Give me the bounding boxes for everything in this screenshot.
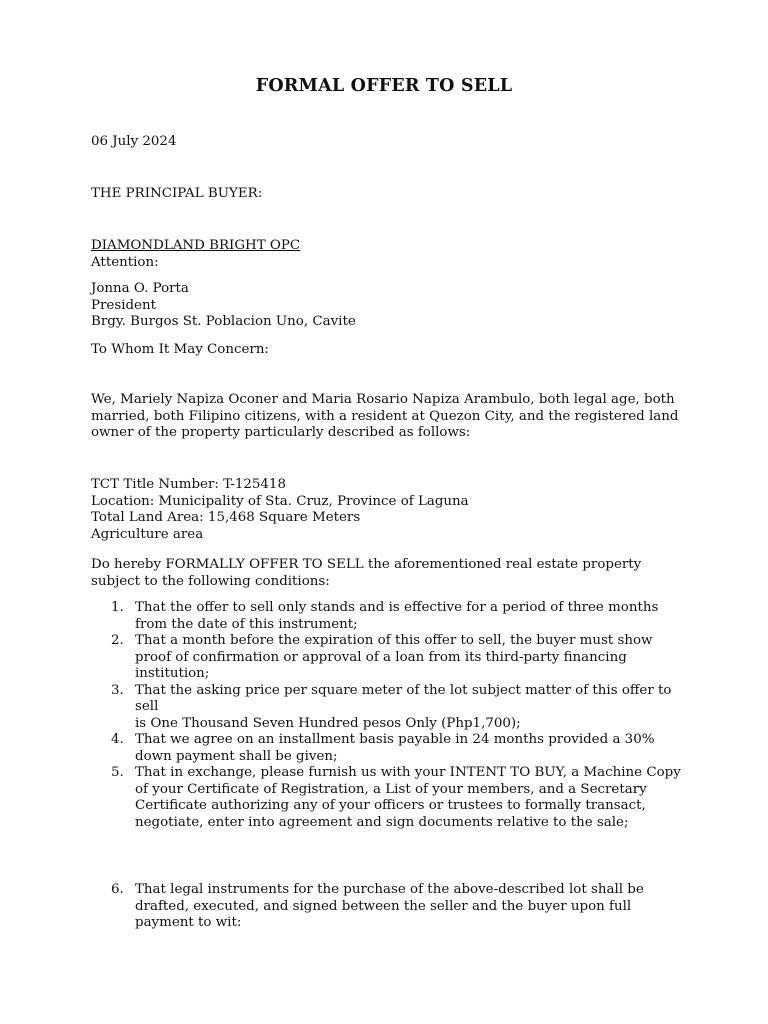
condition-number: 4. [111,732,124,747]
condition-item [91,600,691,633]
attention-label: Attention: [91,254,159,270]
recipient-block [91,238,691,271]
document-title: FORMAL OFFER TO SELL [255,76,513,96]
condition-line: That we agree on an installment basis payable in 24 months provided a 30% [135,732,655,747]
addressee-heading: THE PRINCIPAL BUYER: [91,186,263,201]
condition-item [91,633,691,683]
condition-line: That in exchange, please furnish us with your INTENT TO BUY, a Machine Copy [135,765,681,780]
condition-line: drafted, executed, and signed between the seller and the buyer upon full [135,898,632,914]
condition-item [91,732,691,765]
tct-number: TCT Title Number: T-125418 [91,477,286,492]
condition-line: That the asking price per square meter of the lot subject matter of this offer to sell [135,682,672,714]
condition-line: That a month before the expiration of this offer to sell, the buyer must show [135,633,653,648]
condition-line: Certificate authorizing any of your officers or trustees to formally transact, [135,798,646,813]
condition-item [91,683,691,733]
company-name: DIAMONDLAND BRIGHT OPC [91,238,301,253]
offer-line: subject to the following conditions: [91,573,330,589]
offer-paragraph [91,557,691,590]
condition-line: That the offer to sell only stands and is effective for a period of three months [135,600,659,615]
condition-line: institution; [135,666,210,681]
land-type: Agriculture area [91,526,204,542]
offer-line: Do hereby FORMALLY OFFER TO SELL the aforementioned real estate property [91,557,642,572]
intro-paragraph [91,392,691,442]
condition-line: proof of confirmation or approval of a loan from its third-party financing [135,649,627,665]
condition-number: 6. [111,882,124,897]
intro-line: We, Mariely Napiza Oconer and Maria Rosario Napiza Arambulo, both legal age, both [91,392,675,407]
condition-line: That legal instruments for the purchase of the above-described lot shall be [135,882,644,897]
land-area: Total Land Area: 15,468 Square Meters [91,510,361,525]
condition-number: 2. [111,633,124,648]
condition-line: from the date of this instrument; [135,616,358,632]
letter-date: 06 July 2024 [91,134,177,149]
conditions-list-continued [91,882,691,932]
condition-line: negotiate, enter into agreement and sign documents relative to the sale; [135,814,629,830]
contact-block [91,281,691,331]
property-details [91,477,691,543]
condition-item [91,765,691,831]
condition-number: 1. [111,600,124,615]
conditions-list [91,600,691,831]
contact-address: Brgy. Burgos St. Poblacion Uno, Cavite [91,314,356,329]
condition-line: payment to wit: [135,915,242,930]
condition-line: down payment shall be given; [135,748,338,764]
salutation: To Whom It May Concern: [91,342,269,357]
condition-item [91,882,691,932]
intro-line: owner of the property particularly described as follows: [91,425,471,440]
condition-line: is One Thousand Seven Hundred pesos Only (Php1,700); [135,715,521,731]
property-location: Location: Municipality of Sta. Cruz, Province of Laguna [91,493,469,509]
contact-position: President [91,297,156,313]
condition-line: of your Certificate of Registration, a List of your members, and a Secretary [135,781,647,797]
condition-number: 3. [111,682,124,698]
condition-number: 5. [111,765,124,780]
contact-name: Jonna O. Porta [91,281,189,296]
intro-line: married, both Filipino citizens, with a resident at Quezon City, and the registered land [91,408,679,424]
